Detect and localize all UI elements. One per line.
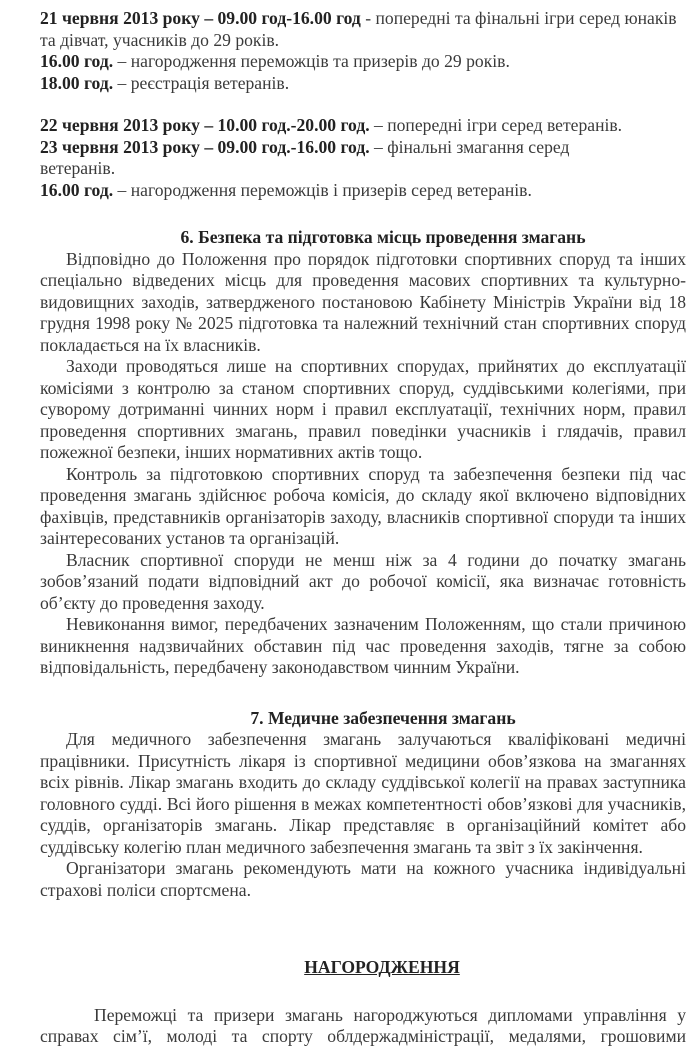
schedule-day1	[40, 8, 686, 51]
schedule-award1-text: – нагородження переможців та призерів до 29 років.	[113, 51, 510, 71]
spacer	[40, 94, 686, 115]
section-6-paragraph-3: Контроль за підготовкою спортивних споруд та забезпечення безпеки під час проведення змагань здійснює робоча комісія, до складу якої включено відповідних фахівців, представників організаторів заходу, власників спортивної споруди та інших заінтересованих установ та організацій.	[40, 463, 686, 548]
schedule-day3-text: – фінальні змагання серед ветеранів.	[40, 136, 570, 178]
spacer	[40, 679, 686, 708]
spacer	[40, 201, 686, 227]
section-6-paragraph-1: Відповідно до Положення про порядок підготовки спортивних споруд та інших спеціально відведених місць для проведення масових спортивних та культурно-видовищних заходів, затвердженого постановою Кабінету Міністрів України від 18 грудня 1998 року № 2025 підготовка та належний технічний стан спортивних споруд покладається на їх власників.	[40, 248, 686, 355]
schedule-award2-time: 16.00 год.	[40, 179, 114, 200]
schedule-registration-text: – реєстрація ветеранів.	[113, 72, 290, 93]
section-6-title: 6. Безпека та підготовка місць проведення змагань	[180, 227, 586, 247]
schedule-day2-text: – попередні ігри серед ветеранів.	[369, 115, 623, 135]
schedule-award1-time: 16.00 год.	[40, 51, 114, 71]
section-6-paragraph-4: Власник спортивної споруди не менш ніж за 4 години до початку змагань зобов’язаний подати відповідний акт до робочої комісії, яка визначає готовність об’єкту до проведення заходу.	[40, 549, 686, 613]
schedule-award2-text: – нагородження переможців і призерів серед ветеранів.	[113, 179, 532, 200]
schedule-day2-date: 22 червня 2013 року – 10.00 год.-20.00 год.	[40, 115, 370, 135]
document-page	[40, 8, 686, 1048]
schedule-day1-text: - попередні та фінальні ігри серед юнаків та дівчат, учасників до 29 років.	[40, 8, 677, 50]
spacer	[40, 901, 686, 957]
section-7-title: 7. Медичне забезпечення змагань	[250, 707, 516, 728]
schedule-day1-date: 21 червня 2013 року – 09.00 год-16.00 год	[40, 8, 361, 28]
spacer	[40, 979, 686, 1005]
awards-title: НАГОРОДЖЕННЯ	[304, 957, 460, 977]
schedule-registration-time: 18.00 год.	[40, 72, 114, 93]
section-7-paragraph-2: Організатори змагань рекомендують мати на кожного учасника індивідуальні страхові поліси спортсмена.	[40, 858, 686, 900]
schedule-registration	[40, 73, 686, 95]
awards-paragraph: Переможці та призери змагань нагороджуються дипломами управління у справах сім’ї, молоді та спорту облдержадміністрації, медалями, грошовими	[40, 1004, 686, 1046]
schedule-day3	[40, 137, 600, 180]
section-7-paragraph-1: Для медичного забезпечення змагань залучаються кваліфіковані медичні працівники. Присутність лікаря із спортивної медицини обов’язкова на змаганнях всіх рівнів. Лікар змагань входить до складу суддівської колегії на правах заступника головного судді. Всі його рішення в межах компетентності обов’язкові для учасників, суддів, організаторів змагань. Лікар представляє в організаційний комітет або суддівську колегію план медичного забезпечення змагань та звіт з їх закінчення.	[40, 729, 686, 857]
schedule-award1	[40, 51, 686, 73]
schedule-day2	[40, 115, 686, 137]
schedule-award2	[40, 180, 686, 202]
section-6-paragraph-2: Заходи проводяться лише на спортивних спорудах, прийнятих до експлуатації комісіями з контролю за станом спортивних споруд, суддівськими колегіями, при суворому дотриманні чинних норм і правил експлуатації, технічних норм, правил проведення спортивних змагань, правил поведінки учасників і глядачів, правил пожежної безпеки, інших нормативних актів тощо.	[40, 356, 686, 462]
schedule-day3-date: 23 червня 2013 року – 09.00 год.-16.00 год.	[40, 136, 370, 157]
section-6-paragraph-5: Невиконання вимог, передбачених зазначеним Положенням, що стали причиною виникнення надзвичайних обставин під час проведення заходів, тягне за собою відповідальність, передбачену законодавством чинним України.	[40, 614, 686, 677]
